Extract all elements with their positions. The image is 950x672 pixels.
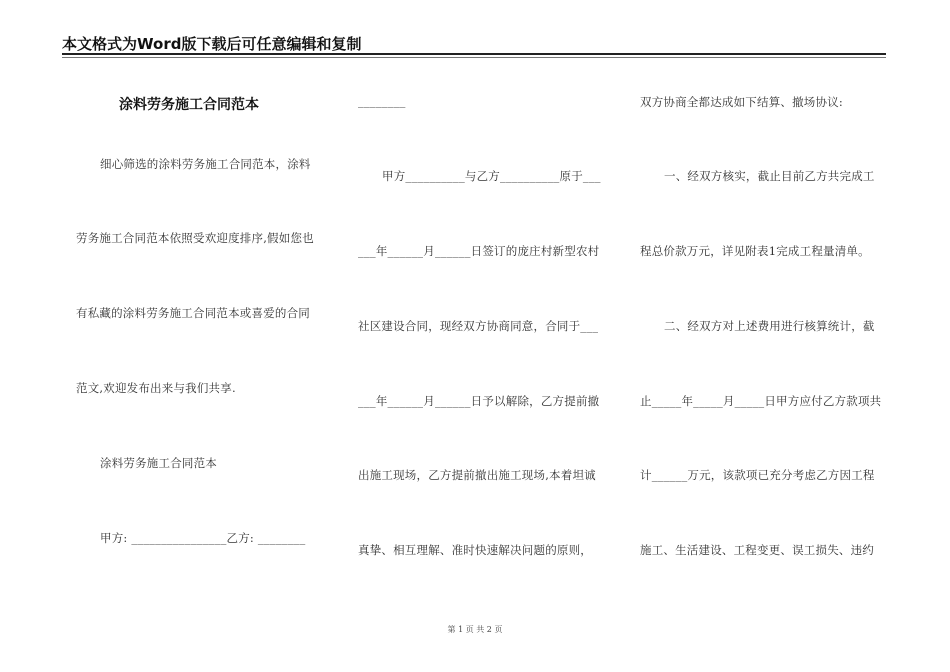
paragraph-line: 甲方__________与乙方__________原于___ <box>382 169 601 183</box>
page-number: 第 1 页 共 2 页 <box>447 625 503 634</box>
paragraph-line: 双方协商全都达成如下结算、撤场协议: <box>640 95 843 109</box>
paragraph-line: 程总价款万元，详见附表1完成工程量清单。 <box>640 244 870 258</box>
paragraph-line: ___年______月______日予以解除，乙方提前撤 <box>358 394 600 408</box>
paragraph-line: 细心筛选的涂料劳务施工合同范本，涂料 <box>100 157 311 171</box>
paragraph-line: 二、经双方对上述费用进行核算统计，截 <box>664 319 875 333</box>
header-rule-thin <box>62 57 886 58</box>
paragraph-line: 真挚、相互理解、准时快速解决问题的原则， <box>358 543 592 557</box>
header-rule-thick <box>62 53 886 55</box>
paragraph-line: 施工、生活建设、工程变更、误工损失、违约 <box>640 543 874 557</box>
paragraph-line: 止_____年_____月_____日甲方应付乙方款项共 <box>640 394 882 408</box>
paragraph-line: ___年______月______日签订的庞庄村新型农村 <box>358 244 600 258</box>
paragraph-line: 出施工现场，乙方提前撤出施工现场,本着坦诚 <box>358 468 596 482</box>
paragraph-line: 范文,欢迎发布出来与我们共享. <box>76 381 236 395</box>
paragraph-line: 有私藏的涂料劳务施工合同范本或喜爱的合同 <box>76 306 310 320</box>
header-banner: 本文格式为Word版下载后可任意编辑和复制 <box>62 35 362 53</box>
party-line: 甲方: ________________乙方: ________ <box>100 531 306 545</box>
paragraph-line: 一、经双方核实，截止目前乙方共完成工 <box>664 169 875 183</box>
paragraph-line: 劳务施工合同范本依照受欢迎度排序,假如您也 <box>76 231 314 245</box>
document-title: 涂料劳务施工合同范本 <box>119 97 259 113</box>
paragraph-line: 计______万元，该款项已充分考虑乙方因工程 <box>640 468 875 482</box>
paragraph-line: 社区建设合同，现经双方协商同意，合同于___ <box>358 319 599 333</box>
subheading-line: 涂料劳务施工合同范本 <box>100 456 217 470</box>
paragraph-line: ________ <box>358 94 406 108</box>
